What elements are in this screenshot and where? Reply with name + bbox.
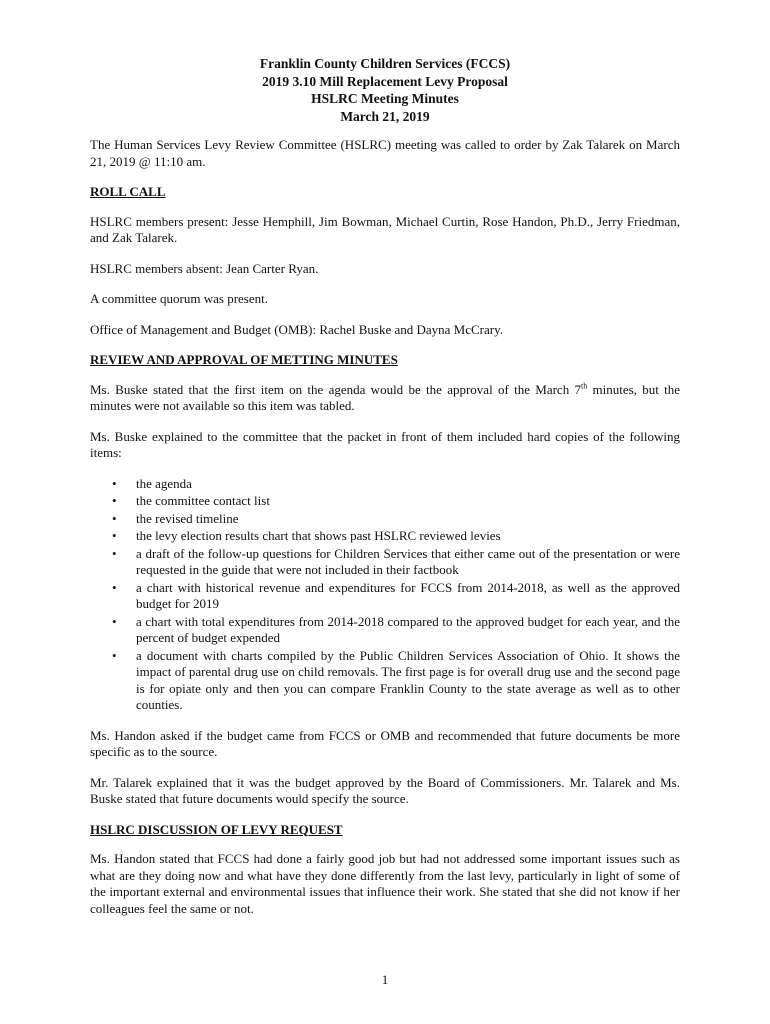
header-meeting-title: HSLRC Meeting Minutes — [311, 91, 459, 106]
list-item — [112, 647, 680, 714]
omb-paragraph: Office of Management and Budget (OMB): Rachel Buske and Dayna McCrary. — [90, 321, 503, 337]
list-item-text: a chart with total expenditures from 2014-2018 compared to the approved budget for each year, and the percent of budget expended — [136, 613, 680, 645]
intro-paragraph: The Human Services Levy Review Committee (HSLRC) meeting was called to order by Zak Talarek on March 21, 2019 @ 11:10 am. — [90, 137, 680, 169]
members-present-paragraph: HSLRC members present: Jesse Hemphill, Jim Bowman, Michael Curtin, Rose Handon, Ph.D., Jerry Friedman, and Zak Talarek. — [90, 213, 680, 245]
list-item — [112, 510, 680, 528]
header-date: March 21, 2019 — [340, 108, 430, 124]
list-item-text: the agenda — [136, 475, 192, 491]
members-absent-paragraph: HSLRC members absent: Jean Carter Ryan. — [90, 260, 319, 276]
bullet-icon: • — [112, 475, 117, 491]
list-item-text: a document with charts compiled by the Public Children Services Association of Ohio. It shows the impact of parental drug use on child removals. The first page is for overall drug use and the second page is for opiate only and then you can compare Franklin County to the state average as well as to other counties. — [136, 647, 680, 712]
minutes-tabled-paragraph — [90, 382, 680, 415]
list-item — [112, 493, 680, 510]
roll-call-heading: ROLL CALL — [90, 184, 166, 199]
handon-discussion-paragraph: Ms. Handon stated that FCCS had done a fairly good job but had not addressed some important issues such as what are they doing now and what have they done differently from the last levy, particularly in light of some of the important external and environmental issues that influence their work. She stated that she did not know if her colleagues feel the same or not. — [90, 851, 680, 916]
list-item-text: a draft of the follow-up questions for Children Services that either came out of the presentation or were requested in the guide that were not included in their factbook — [136, 545, 680, 577]
list-item-text: the committee contact list — [136, 493, 270, 508]
list-item — [112, 528, 680, 545]
list-item-text: the revised timeline — [136, 510, 239, 526]
list-item-text: the levy election results chart that shows past HSLRC reviewed levies — [136, 528, 501, 543]
packet-items-list — [90, 476, 680, 714]
list-item — [112, 613, 680, 647]
levy-discussion-heading: HSLRC DISCUSSION OF LEVY REQUEST — [90, 821, 343, 837]
header-organization: Franklin County Children Services (FCCS) — [259, 56, 511, 71]
page-number: 1 — [381, 972, 389, 987]
talarek-budget-paragraph: Mr. Talarek explained that it was the budget approved by the Board of Commissioners. Mr. Talarek and Ms. Buske stated that future documents would specify the source. — [90, 774, 680, 806]
handon-budget-paragraph: Ms. Handon asked if the budget came from FCCS or OMB and recommended that future documents be more specific as to the source. — [90, 727, 680, 759]
packet-paragraph: Ms. Buske explained to the committee that the packet in front of them included hard copies of the following items: — [90, 428, 680, 460]
minutes-tabled-text-b: minutes, but the minutes were not available so this item was tabled. — [90, 381, 680, 413]
bullet-icon: • — [112, 493, 117, 508]
ordinal-suffix: th — [580, 381, 588, 391]
list-item — [112, 579, 680, 613]
list-item-text: a chart with historical revenue and expenditures for FCCS from 2014-2018, as well as the approved budget for 2019 — [136, 579, 680, 611]
document-header — [90, 55, 680, 125]
bullet-icon: • — [112, 528, 117, 543]
bullet-icon: • — [112, 613, 117, 629]
bullet-icon: • — [112, 510, 117, 526]
list-item — [112, 545, 680, 579]
bullet-icon: • — [112, 647, 117, 663]
minutes-tabled-text-a: Ms. Buske stated that the first item on the agenda would be the approval of the March 7 — [90, 381, 581, 397]
review-approval-heading: REVIEW AND APPROVAL OF METTING MINUTES — [90, 352, 398, 367]
quorum-paragraph: A committee quorum was present. — [90, 291, 268, 306]
list-item — [112, 475, 680, 493]
bullet-icon: • — [112, 579, 117, 595]
header-levy-title: 2019 3.10 Mill Replacement Levy Proposal — [262, 73, 508, 89]
bullet-icon: • — [112, 545, 117, 561]
